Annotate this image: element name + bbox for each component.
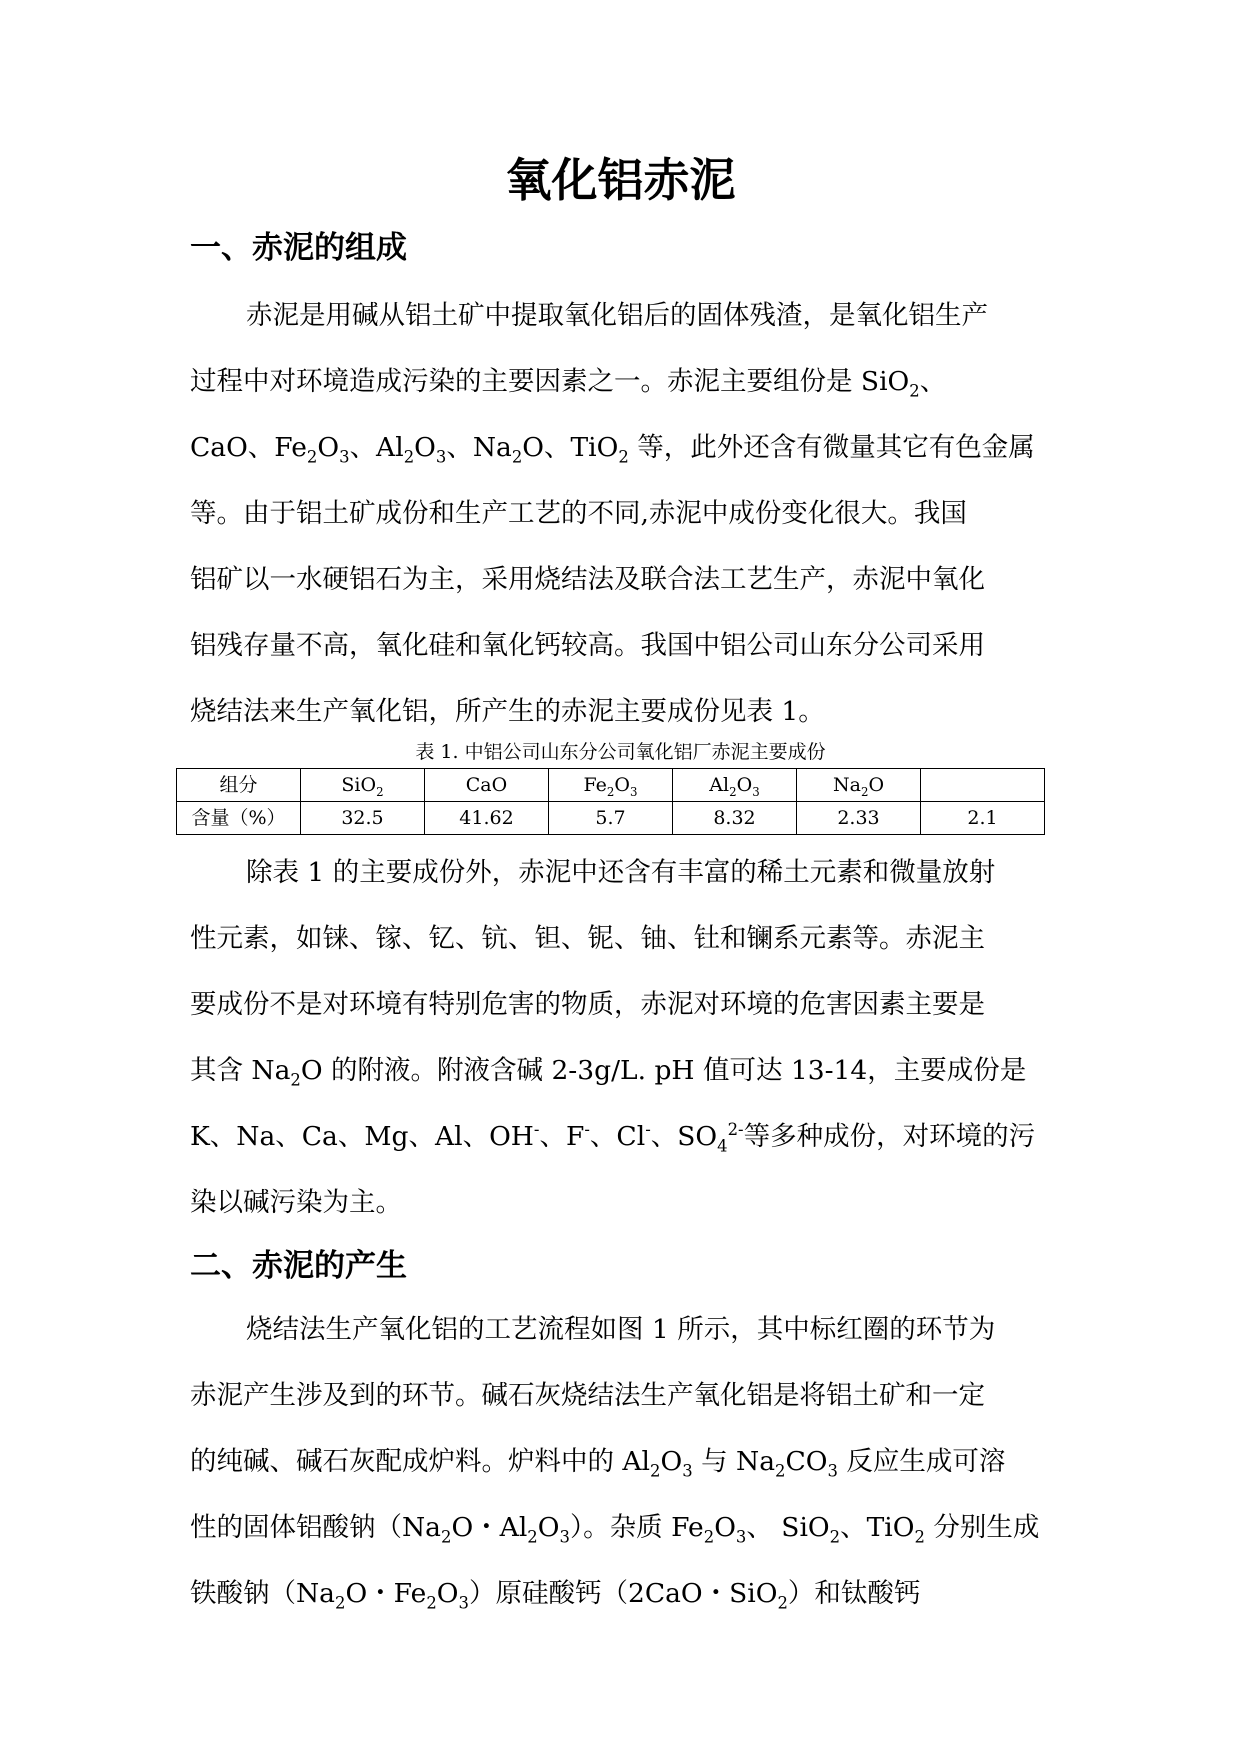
subscript: 3 [682, 1461, 693, 1481]
text-line [190, 1429, 1056, 1495]
text-run: CaO、Fe [190, 432, 307, 463]
superscript: 2- [727, 1120, 744, 1140]
text-run: ）原硅酸钙（2CaO・SiO [468, 1578, 778, 1609]
table-caption: 表 1. 中铝公司山东分公司氧化铝厂赤泥主要成份 [415, 741, 826, 763]
text-run: O・Al [451, 1512, 528, 1543]
subscript: 2 [777, 1593, 788, 1613]
subscript: 2 [290, 1070, 301, 1090]
subscript: 3 [735, 1527, 747, 1547]
subscript: 2 [775, 1461, 786, 1481]
text-run: 、 SiO [746, 1512, 830, 1543]
composition-table [176, 768, 1045, 835]
table-header-cell [921, 769, 1045, 802]
subscript: 2 [306, 447, 318, 467]
subscript: 2 [909, 381, 920, 401]
document-title: 氧化铝赤泥 [505, 153, 736, 207]
text-run: Na [832, 774, 861, 796]
text-run: O・Fe [345, 1578, 427, 1609]
text-run: 、Cl [589, 1121, 646, 1152]
subscript: 2 [403, 447, 415, 467]
text-line [190, 349, 1056, 415]
text-run: O [736, 774, 753, 796]
subscript: 2 [426, 1593, 437, 1613]
subscript: 2 [729, 784, 737, 799]
table-header-cell [673, 769, 797, 802]
text-line: 性元素，如铼、镓、钇、钪、钽、铌、铀、钍和镧系元素等。赤泥主 [190, 923, 985, 954]
subscript: 4 [717, 1136, 728, 1156]
text-run: 其含 Na [190, 1055, 291, 1086]
subscript: 3 [559, 1527, 570, 1547]
text-run: O [660, 1446, 683, 1477]
text-run: 、 [919, 366, 947, 397]
text-run: O [868, 774, 885, 796]
table-cell: 5.7 [549, 802, 673, 835]
subscript: 2 [376, 784, 384, 799]
text-line [190, 415, 1056, 481]
text-run: 、TiO [840, 1512, 915, 1543]
text-run: Fe [583, 774, 607, 796]
text-run: 、SO [650, 1121, 718, 1152]
text-run: K、Na、Ca、Mg、Al、OH [190, 1121, 534, 1152]
subscript: 3 [752, 784, 760, 799]
text-run: 过程中对环境造成污染的主要因素之一。赤泥主要组份是 SiO [190, 366, 910, 397]
text-run: O [414, 432, 436, 463]
text-run: O [537, 1512, 560, 1543]
table-cell: 8.32 [673, 802, 797, 835]
text-run: O [714, 1512, 736, 1543]
superscript: - [533, 1120, 540, 1140]
table-header-row [177, 769, 1045, 802]
text-line: 除表 1 的主要成份外，赤泥中还含有丰富的稀土元素和微量放射 [246, 857, 996, 888]
text-run: O [317, 432, 340, 463]
table-header-cell [797, 769, 921, 802]
text-line: 染以碱污染为主。 [190, 1187, 402, 1218]
section-heading-composition: 一、赤泥的组成 [190, 230, 407, 266]
subscript: 2 [441, 1527, 452, 1547]
text-run: O、TiO [522, 432, 619, 463]
text-line: 赤泥是用碱从铝土矿中提取氧化铝后的固体残渣，是氧化铝生产 [246, 300, 988, 331]
text-run: 、F [539, 1121, 585, 1152]
table-cell: 2.33 [797, 802, 921, 835]
paragraph-generation-process [190, 1297, 1056, 1627]
text-line: 等。由于铝土矿成份和生产工艺的不同,赤泥中成份变化很大。我国 [190, 498, 967, 529]
text-run: SiO [341, 774, 377, 796]
subscript: 2 [335, 1593, 346, 1613]
table-header-cell [549, 769, 673, 802]
text-line: 烧结法生产氧化铝的工艺流程如图 1 所示，其中标红圈的环节为 [246, 1314, 996, 1345]
table-cell: 41.62 [425, 802, 549, 835]
text-line [190, 1038, 1056, 1104]
subscript: 2 [511, 447, 523, 467]
text-run: ）。杂质 Fe [569, 1512, 704, 1543]
subscript: 2 [914, 1527, 925, 1547]
table-cell: 2.1 [921, 802, 1045, 835]
paragraph-composition-details [190, 840, 1056, 1236]
subscript: 2 [618, 447, 629, 467]
paragraph-composition-intro [190, 283, 1056, 745]
subscript: 2 [650, 1461, 661, 1481]
text-run: 、Al [349, 432, 404, 463]
table-header-cell: CaO [425, 769, 549, 802]
section-heading-generation: 二、赤泥的产生 [190, 1248, 407, 1284]
table-header-cell [301, 769, 425, 802]
text-line: 铝残存量不高，氧化硅和氧化钙较高。我国中铝公司山东分公司采用 [190, 630, 985, 661]
text-run: 分别生成 [924, 1512, 1040, 1543]
text-line: 铝矿以一水硬铝石为主，采用烧结法及联合法工艺生产，赤泥中氧化 [190, 564, 985, 595]
superscript: - [645, 1120, 651, 1140]
table-cell: 32.5 [301, 802, 425, 835]
text-run: 的纯碱、碱石灰配成炉料。炉料中的 Al [190, 1446, 651, 1477]
subscript: 2 [606, 784, 615, 799]
subscript: 2 [703, 1527, 715, 1547]
table-row [177, 802, 1045, 835]
text-run: 性的固体铝酸钠（Na [190, 1512, 441, 1543]
text-run: ）和钛酸钙 [787, 1578, 921, 1609]
subscript: 2 [527, 1527, 538, 1547]
text-line [190, 1561, 1056, 1627]
text-line [190, 1104, 1056, 1170]
text-run: O [436, 1578, 459, 1609]
text-line: 赤泥产生涉及到的环节。碱石灰烧结法生产氧化铝是将铝土矿和一定 [190, 1380, 985, 1411]
table-header-cell: 组分 [177, 769, 301, 802]
text-run: 铁酸钠（Na [190, 1578, 335, 1609]
subscript: 3 [629, 784, 638, 799]
text-run: O [614, 774, 630, 796]
subscript: 3 [339, 447, 350, 467]
text-line [190, 1495, 1056, 1561]
text-run: 等，此外还含有微量其它有色金属 [628, 432, 1035, 463]
superscript: - [584, 1120, 590, 1140]
subscript: 2 [829, 1527, 841, 1547]
subscript: 3 [827, 1461, 838, 1481]
text-run: Al [709, 774, 730, 796]
text-run: 等多种成份，对环境的污 [743, 1121, 1036, 1152]
text-line: 要成份不是对环境有特别危害的物质，赤泥对环境的危害因素主要是 [190, 989, 985, 1020]
text-run: 反应生成可溶 [837, 1446, 1006, 1477]
table-cell: 含量（%） [177, 802, 301, 835]
text-line: 烧结法来生产氧化铝，所产生的赤泥主要成份见表 1。 [190, 696, 825, 727]
subscript: 3 [458, 1593, 469, 1613]
subscript: 2 [860, 784, 869, 799]
text-run: CO [785, 1446, 828, 1477]
text-run: 与 Na [692, 1446, 776, 1477]
text-run: 、Na [446, 432, 512, 463]
subscript: 3 [435, 447, 447, 467]
text-run: O 的附液。附液含碱 2-3g/L. pH 值可达 13-14，主要成份是 [300, 1055, 1027, 1086]
